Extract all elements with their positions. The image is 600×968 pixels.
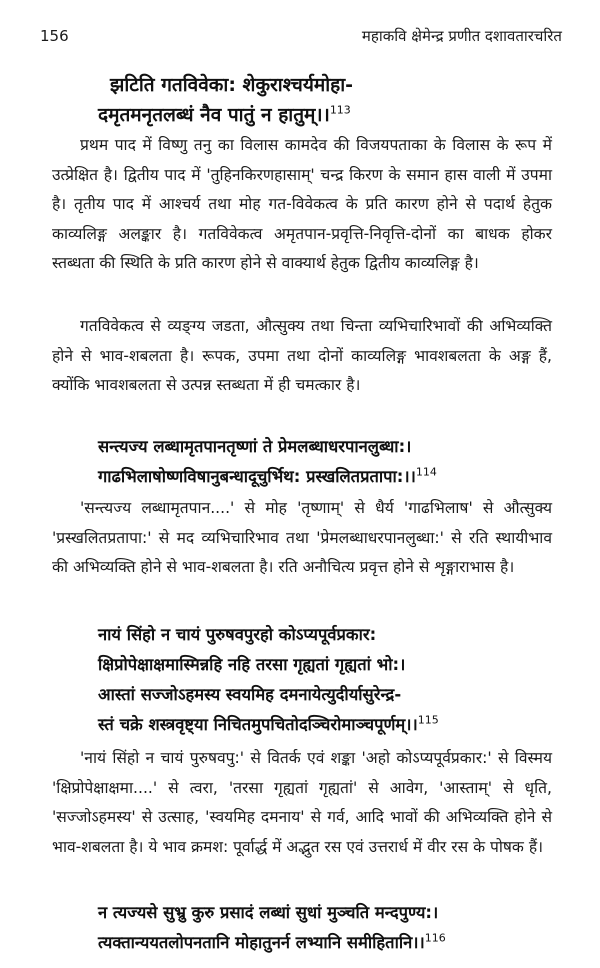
footnote-number: 115	[417, 713, 439, 727]
footnote-number: 116	[424, 931, 446, 945]
verse-116-line-2	[98, 930, 446, 956]
verse-text: गाढभिलाषोष्णविषानुबन्धादूचुर्भिथ: प्रस्खलितप्रतापा:।।	[98, 467, 416, 486]
verse-115-line-1	[98, 622, 376, 648]
verse-text: नायं सिंहो न चायं पुरुषवपुरहो कोऽप्यपूर्वप्रकार:	[98, 625, 377, 644]
verse-text: झटिति गतविवेका: शेकुराश्चर्यमोहा-	[110, 74, 354, 96]
commentary-paragraph-3: 'सन्त्यज्य लब्धामृतपान....' से मोह 'तृष्णाम्' से धैर्य 'गाढभिलाष' से औत्सुक्य 'प्रस्खलितप्रतापा:' से मद व्यभिचारिभाव तथा 'प्रेमलब्धाधरपानलुब्धा:' से रति स्थायीभाव की अभिव्यक्ति होने से भाव-शबलता है। रति अनौचित्य प्रवृत्त होने से शृङ्गाराभास है।	[52, 499, 552, 577]
running-title: महाकवि क्षेमेन्द्र प्रणीत दशावतारचरित	[361, 27, 562, 45]
verse-text: स्तं चक्रे शस्त्रवृष्ट्या निचितमुपचितोदञ्चिरोमाञ्चपूर्णम्।।	[98, 715, 418, 734]
verse-text: आस्तां सज्जोऽहमस्य स्वयमिह दमनायेत्युदीर्यासुरेन्द्र-	[98, 685, 402, 704]
verse-text: सन्त्यज्य लब्धामृतपानतृष्णां ते प्रेमलब्धाधरपानलुब्धा:।	[98, 437, 412, 456]
commentary-paragraph-2: गतविवेकत्व से व्यङ्ग्य जडता, औत्सुक्य तथा चिन्ता व्यभिचारिभावों की अभिव्यक्ति होने से भाव-शबलता है। रूपक, उपमा तथा दोनों काव्यलिङ्ग भावशबलता के अङ्ग हैं, क्योंकि भावशबलता से उत्पन्न स्तब्धता में ही चमत्कार है।	[52, 317, 552, 395]
footnote-number: 114	[415, 465, 437, 479]
verse-text: त्यक्तान्ययतलोपनतानि मोहातुनर्न लभ्यानि समीहितानि।।	[98, 933, 425, 952]
verse-114-line-2	[98, 464, 437, 490]
verse-115-line-3	[98, 682, 401, 708]
verse-115-line-2	[98, 652, 405, 678]
footnote-number: 113	[329, 103, 351, 117]
page-header	[40, 22, 562, 50]
commentary-paragraph-1: प्रथम पाद में विष्णु तनु का विलास कामदेव की विजयपताका के विलास के रूप में उत्प्रेक्षित है। द्वितीय पाद में 'तुहिनकिरणहासाम्' चन्द्र किरण के समान हास वाली में उपमा है। तृतीय पाद में आश्चर्य तथा मोह गत-विवेकत्व के प्रति कारण होने से पदार्थ हेतुक काव्यलिङ्ग अलङ्कार है। गतविवेकत्व अमृतपान-प्रवृत्ति-निवृत्ति-दोनों का बाधक होकर स्तब्धता की स्थिति के प्रति कारण होने से वाक्यार्थ हेतुक द्वितीय काव्यलिङ्ग है।	[52, 136, 552, 273]
verse-text: दमृतमनृतलब्धं नैव पातुं न हातुम्।।	[98, 104, 330, 126]
verse-116-line-1	[98, 900, 438, 926]
verse-text: क्षिप्रोपेक्षाक्षमास्मिन्नहि नहि तरसा गृह्यतां गृह्यतां भो:।	[98, 655, 406, 674]
verse-text: न त्यज्यसे सुभ्रु कुरु प्रसादं लब्धां सुधां मुञ्चति मन्दपुण्य:।	[98, 903, 439, 922]
verse-113-line-2	[98, 102, 351, 128]
verse-115-line-4	[98, 712, 439, 738]
page-number: 156	[40, 27, 69, 45]
verse-113-line-1	[110, 72, 353, 98]
commentary-paragraph-4: 'नायं सिंहो न चायं पुरुषवपु:' से वितर्क एवं शङ्का 'अहो कोऽप्यपूर्वप्रकार:' से विस्मय 'क्षिप्रोपेक्षाक्षमा....' से त्वरा, 'तरसा गृह्यतां गृह्यतां' से आवेग, 'आस्ताम्' से धृति, 'सज्जोऽहमस्य' से उत्साह, 'स्वयमिह दमनाय' से गर्व, आदि भावों की अभिव्यक्ति होने से भाव-शबलता है। ये भाव क्रमश: पूर्वार्द्ध में अद्भुत रस एवं उत्तरार्ध में वीर रस के पोषक हैं।	[52, 749, 552, 856]
verse-114-line-1	[98, 434, 411, 460]
